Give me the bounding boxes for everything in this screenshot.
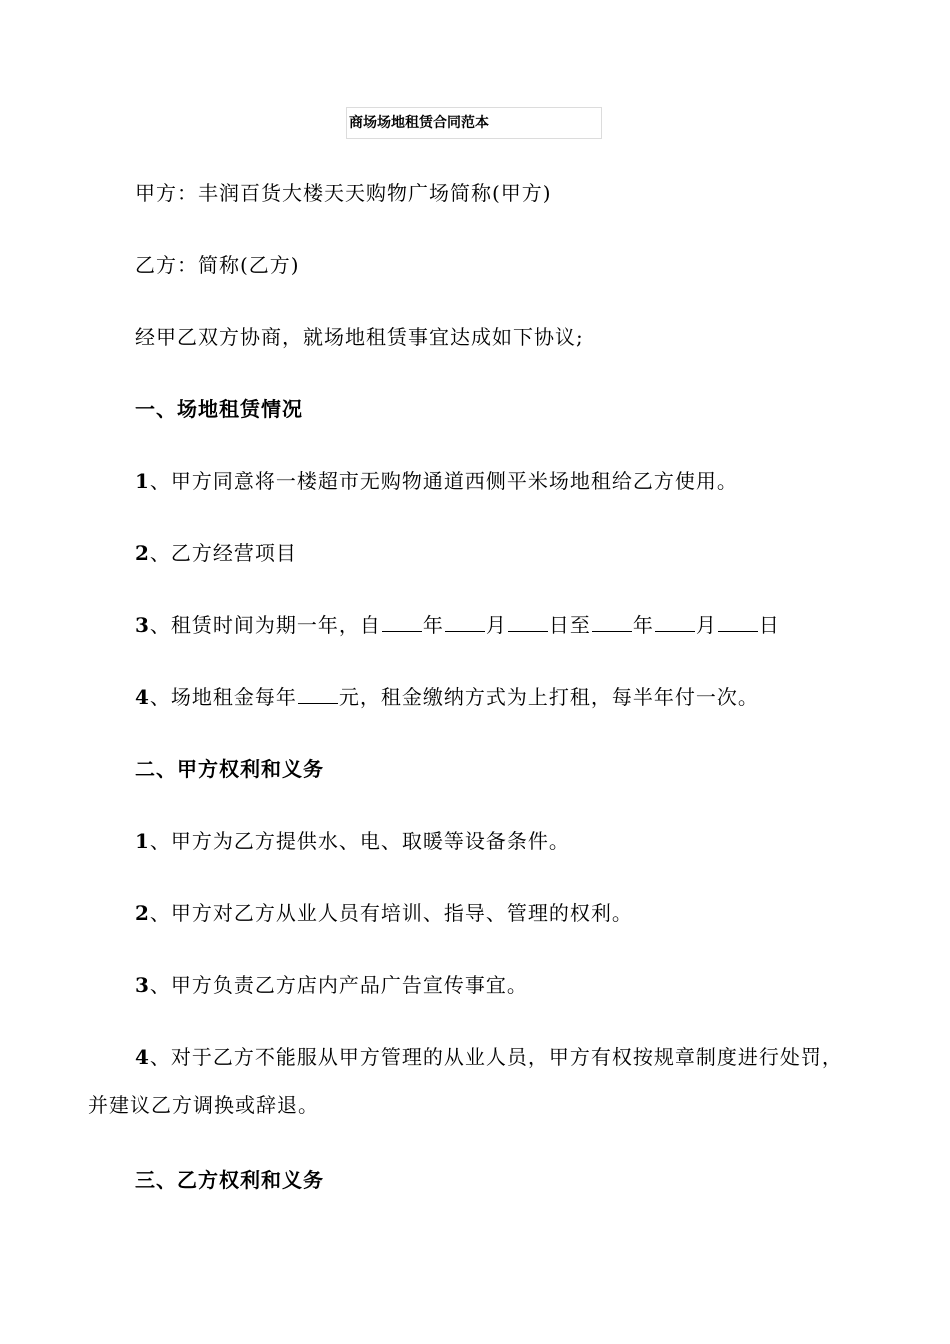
item-number: 1 xyxy=(135,829,150,853)
start-day-blank xyxy=(508,613,548,632)
section2-heading: 二、甲方权利和义务 xyxy=(135,757,324,781)
section2-item4 xyxy=(88,1045,878,1117)
item-line-1 xyxy=(88,1045,878,1069)
item-text: 、甲方负责乙方店内产品广告宣传事宜。 xyxy=(149,973,528,997)
intro-line: 经甲乙双方协商，就场地租赁事宜达成如下协议; xyxy=(135,325,584,349)
section1-item2 xyxy=(135,541,297,565)
item-text: 、租赁时间为期一年，自 xyxy=(149,613,381,637)
section1-item3 xyxy=(135,613,780,637)
rent-amount-blank xyxy=(298,685,338,704)
item-text: 年 xyxy=(422,613,444,637)
section1-heading: 一、场地租赁情况 xyxy=(135,397,303,421)
item-number: 2 xyxy=(135,541,150,565)
item-line-2: 并建议乙方调换或辞退。 xyxy=(88,1093,319,1117)
item-number: 4 xyxy=(135,685,150,709)
item-text: 、甲方对乙方从业人员有培训、指导、管理的权利。 xyxy=(149,901,633,925)
item-text: 日 xyxy=(758,613,780,637)
item-text: 日至 xyxy=(548,613,591,637)
start-month-blank xyxy=(445,613,485,632)
item-text: 元，租金缴纳方式为上打租，每半年付一次。 xyxy=(338,685,759,709)
item-text: 月 xyxy=(485,613,507,637)
item-number: 3 xyxy=(135,613,150,637)
item-text: 、乙方经营项目 xyxy=(149,541,297,565)
section2-item2 xyxy=(135,901,633,925)
item-text: 月 xyxy=(695,613,717,637)
section1-item4 xyxy=(135,685,759,709)
end-year-blank xyxy=(592,613,632,632)
item-number: 2 xyxy=(135,901,150,925)
section3-heading: 三、乙方权利和义务 xyxy=(135,1168,324,1192)
party-b-line: 乙方：简称(乙方) xyxy=(135,253,300,277)
item-number: 1 xyxy=(135,469,150,493)
item-text: 、对于乙方不能服从甲方管理的从业人员，甲方有权按规章制度进行处罚， xyxy=(149,1045,843,1069)
item-text: 、甲方同意将一楼超市无购物通道西侧平米场地租给乙方使用。 xyxy=(149,469,738,493)
item-number: 3 xyxy=(135,973,150,997)
section2-item3 xyxy=(135,973,528,997)
item-text: 、场地租金每年 xyxy=(149,685,297,709)
party-a-line: 甲方：丰润百货大楼天天购物广场简称(甲方) xyxy=(135,181,552,205)
end-month-blank xyxy=(655,613,695,632)
section1-item1 xyxy=(135,469,738,493)
document-title: 商场场地租赁合同范本 xyxy=(346,107,602,139)
item-text: 年 xyxy=(632,613,654,637)
item-text: 、甲方为乙方提供水、电、取暖等设备条件。 xyxy=(149,829,570,853)
end-day-blank xyxy=(718,613,758,632)
start-year-blank xyxy=(382,613,422,632)
section2-item1 xyxy=(135,829,570,853)
item-number: 4 xyxy=(135,1045,150,1069)
